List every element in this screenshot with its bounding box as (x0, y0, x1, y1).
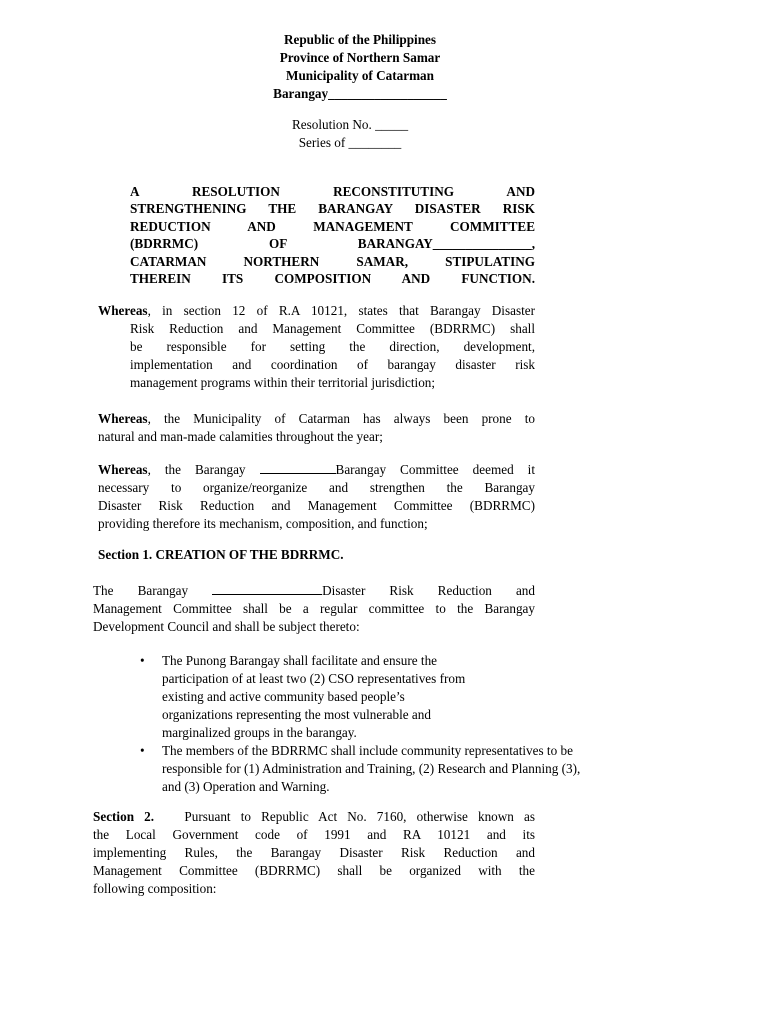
whereas-line: implementation and coordination of barangay disaster risk (130, 357, 535, 372)
whereas-line: necessary to organize/reorganize and strengthen the Barangay (98, 480, 535, 495)
paragraph-line (93, 808, 535, 826)
list-item (140, 652, 492, 742)
header-republic: Republic of the Philippines (283, 32, 437, 47)
document-header (230, 31, 490, 103)
whereas-text: , the Municipality of Catarman has always been prone to (147, 411, 535, 426)
whereas-line: management programs within their territorial jurisdiction; (130, 375, 436, 390)
whereas-line: natural and man-made calamities throughout the year; (98, 429, 383, 444)
paragraph-line: following composition: (93, 881, 217, 896)
title-line: A RESOLUTION RECONSTITUTING AND (130, 184, 535, 199)
title-line: (BDRRMC) OF BARANGAY_______________, (130, 236, 535, 252)
list-item-line: participation of at least two (2) CSO representatives from (162, 671, 466, 686)
paragraph-line: Development Council and shall be subject thereto: (93, 619, 360, 634)
blank-field (212, 582, 322, 595)
paragraph-line: implementing Rules, the Barangay Disaster Risk Reduction and (93, 845, 535, 860)
whereas-lead: Whereas (98, 411, 148, 426)
bullet-icon: • (140, 653, 145, 668)
whereas-text: , in section 12 of R.A 10121, states that Barangay Disaster (147, 303, 535, 318)
paragraph-text: Pursuant to Republic Act No. 7160, otherwise known as (184, 809, 535, 824)
header-province: Province of Northern Samar (279, 50, 441, 65)
whereas-1-body (130, 320, 535, 392)
whereas-text: Barangay Committee deemed it (335, 462, 536, 477)
bullet-list (140, 652, 660, 796)
bullet-icon: • (140, 743, 145, 758)
header-municipality: Municipality of Catarman (286, 68, 434, 83)
section-1-heading: Section 1. CREATION OF THE BDRRMC. (98, 547, 344, 562)
list-item-line: The Punong Barangay shall facilitate and ensure the (162, 653, 438, 668)
whereas-2 (98, 410, 535, 446)
list-item (140, 742, 662, 796)
paragraph-line: the Local Government code of 1991 and RA 10121 and its (93, 827, 535, 842)
whereas-3 (98, 461, 535, 533)
list-item-line: existing and active community based people’s (162, 689, 405, 704)
title-line: THEREIN ITS COMPOSITION AND FUNCTION. (130, 271, 535, 287)
whereas-lead: Whereas (98, 303, 148, 318)
resolution-number: Resolution No. _____ (291, 117, 409, 132)
blank-field (260, 461, 336, 474)
paragraph-line (93, 582, 535, 600)
whereas-line: Risk Reduction and Management Committee (BDRRMC) shall (130, 321, 535, 336)
list-item-line: and (3) Operation and Warning. (162, 779, 330, 794)
section-2-paragraph (93, 808, 535, 898)
title-line: REDUCTION AND MANAGEMENT COMMITTEE (130, 218, 535, 234)
resolution-series: Series of ________ (298, 135, 402, 150)
whereas-line: Disaster Risk Reduction and Management Committee (BDRRMC) (98, 498, 535, 513)
section-2-heading: Section 2. (93, 809, 155, 824)
paragraph-text: Disaster Risk Reduction and (322, 583, 535, 598)
title-line: STRENGTHENING THE BARANGAY DISASTER RISK (130, 201, 535, 217)
list-item-line: responsible for (1) Administration and Training, (2) Research and Planning (3), (162, 761, 581, 776)
title-line: CATARMAN NORTHERN SAMAR, STIPULATING (130, 253, 535, 269)
whereas-line: be responsible for setting the direction, development, (130, 339, 535, 354)
section-1-paragraph (93, 582, 535, 636)
whereas-lead: Whereas (98, 462, 148, 477)
whereas-line: providing therefore its mechanism, composition, and function; (98, 516, 428, 531)
list-item-line: marginalized groups in the barangay. (162, 725, 357, 740)
list-item-line: organizations representing the most vulnerable and (162, 707, 431, 722)
resolution-title (130, 183, 535, 287)
paragraph-line: Management Committee shall be a regular committee to the Barangay (93, 601, 535, 616)
whereas-text: , the Barangay (147, 462, 260, 477)
resolution-info (250, 116, 450, 152)
list-item-line: The members of the BDRRMC shall include community representatives to be (162, 743, 573, 758)
whereas-line (98, 461, 535, 479)
whereas-1-first-line (98, 302, 535, 320)
header-barangay: Barangay__________________ (273, 86, 447, 101)
whereas-line (98, 410, 535, 428)
paragraph-line: Management Committee (BDRRMC) shall be organized with the (93, 863, 535, 878)
paragraph-text: The Barangay (93, 583, 213, 598)
